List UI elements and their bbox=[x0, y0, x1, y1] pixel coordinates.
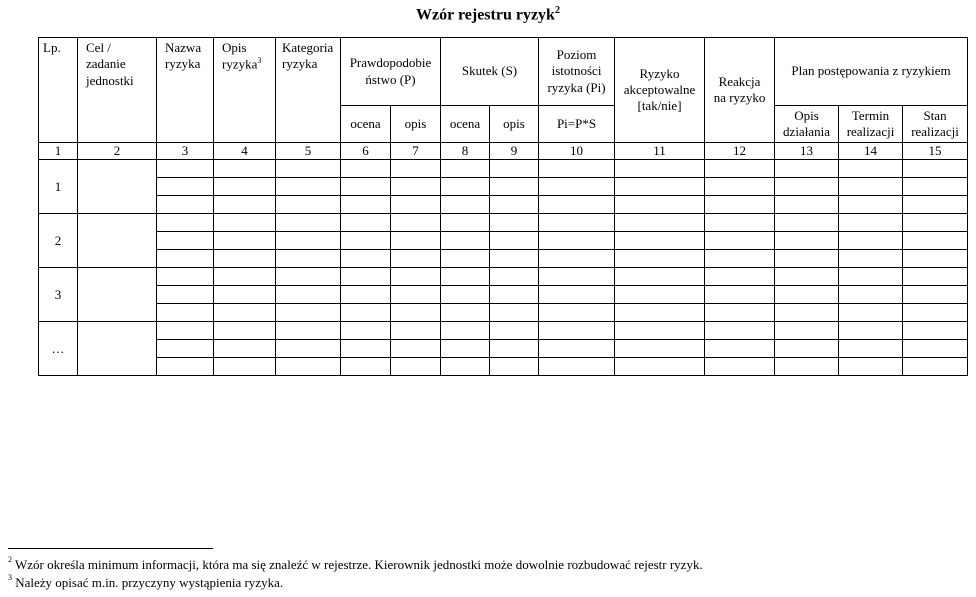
table-cell bbox=[539, 178, 615, 196]
table-cell bbox=[391, 196, 441, 214]
table-cell bbox=[157, 268, 214, 286]
table-cell bbox=[775, 178, 839, 196]
table-row bbox=[39, 340, 968, 358]
table-cell bbox=[490, 250, 539, 268]
table-cell bbox=[276, 250, 341, 268]
header-stan: Stan realizacji bbox=[903, 106, 968, 143]
table-cell bbox=[157, 286, 214, 304]
table-cell bbox=[157, 196, 214, 214]
table-cell bbox=[214, 304, 276, 322]
table-cell bbox=[341, 322, 391, 340]
table-cell bbox=[775, 322, 839, 340]
table-cell bbox=[490, 178, 539, 196]
table-cell bbox=[157, 304, 214, 322]
table-cell bbox=[341, 178, 391, 196]
table-cell bbox=[539, 196, 615, 214]
table-cell bbox=[214, 250, 276, 268]
column-number: 13 bbox=[775, 143, 839, 160]
table-cell bbox=[276, 196, 341, 214]
table-cell bbox=[903, 304, 968, 322]
table-cell bbox=[490, 196, 539, 214]
table-cell bbox=[276, 214, 341, 232]
table-cell bbox=[441, 178, 490, 196]
row-label: 3 bbox=[39, 268, 78, 322]
column-number: 8 bbox=[441, 143, 490, 160]
title-footnote-ref: 2 bbox=[554, 5, 560, 16]
table-cell bbox=[214, 358, 276, 376]
table-cell bbox=[839, 178, 903, 196]
table-cell bbox=[214, 178, 276, 196]
table-cell bbox=[839, 268, 903, 286]
table-cell bbox=[839, 358, 903, 376]
table-cell bbox=[615, 322, 705, 340]
table-cell bbox=[615, 196, 705, 214]
table-cell bbox=[341, 286, 391, 304]
table-cell bbox=[490, 304, 539, 322]
table-cell bbox=[441, 268, 490, 286]
table-cell bbox=[391, 214, 441, 232]
column-number: 11 bbox=[615, 143, 705, 160]
table-row bbox=[39, 178, 968, 196]
table-cell bbox=[775, 268, 839, 286]
header-skutek: Skutek (S) bbox=[441, 38, 539, 106]
footnote-separator bbox=[8, 548, 213, 549]
table-cell bbox=[615, 268, 705, 286]
header-akceptowalne: Ryzyko akceptowalne [tak/nie] bbox=[615, 38, 705, 143]
table-cell bbox=[341, 214, 391, 232]
register-body bbox=[39, 160, 968, 376]
header-lp: Lp. bbox=[39, 38, 78, 143]
table-cell bbox=[705, 322, 775, 340]
table-cell bbox=[391, 340, 441, 358]
table-cell bbox=[903, 232, 968, 250]
column-number: 12 bbox=[705, 143, 775, 160]
column-number: 2 bbox=[78, 143, 157, 160]
header-nazwa: Nazwa ryzyka bbox=[157, 38, 214, 143]
table-cell bbox=[839, 304, 903, 322]
row-label: 2 bbox=[39, 214, 78, 268]
header-p-ocena: ocena bbox=[341, 106, 391, 143]
table-cell bbox=[775, 286, 839, 304]
table-cell bbox=[157, 232, 214, 250]
table-cell bbox=[391, 286, 441, 304]
table-cell bbox=[441, 322, 490, 340]
column-number: 15 bbox=[903, 143, 968, 160]
table-row bbox=[39, 196, 968, 214]
table-cell bbox=[839, 340, 903, 358]
table-cell bbox=[775, 340, 839, 358]
table-cell bbox=[539, 286, 615, 304]
table-cell bbox=[214, 286, 276, 304]
table-cell bbox=[903, 214, 968, 232]
table-cell bbox=[341, 196, 391, 214]
risk-register-table bbox=[38, 37, 968, 376]
column-number: 7 bbox=[391, 143, 441, 160]
header-opis: Opis ryzyka$^3$ bbox=[214, 38, 276, 143]
footnote-3: $^3$ Należy opisać m.in. przyczyny wystąpienia ryzyka. bbox=[8, 573, 284, 590]
table-cell bbox=[490, 232, 539, 250]
table-cell bbox=[341, 358, 391, 376]
table-cell bbox=[276, 340, 341, 358]
header-s-opis: opis bbox=[490, 106, 539, 143]
table-cell bbox=[276, 322, 341, 340]
header-cel: Cel / zadanie jednostki bbox=[78, 38, 157, 143]
table-cell bbox=[276, 304, 341, 322]
table-cell bbox=[490, 160, 539, 178]
table-cell bbox=[157, 214, 214, 232]
table-row bbox=[39, 268, 968, 286]
table-cell bbox=[775, 232, 839, 250]
table-cell bbox=[705, 250, 775, 268]
table-cell bbox=[341, 268, 391, 286]
header-s-ocena: ocena bbox=[441, 106, 490, 143]
table-cell bbox=[391, 250, 441, 268]
header-reakcja: Reakcja na ryzyko bbox=[705, 38, 775, 143]
table-row bbox=[39, 160, 968, 178]
table-cell bbox=[615, 340, 705, 358]
table-cell bbox=[615, 304, 705, 322]
table-row bbox=[39, 322, 968, 340]
table-cell bbox=[157, 340, 214, 358]
table-cell bbox=[839, 250, 903, 268]
table-cell bbox=[157, 322, 214, 340]
column-number: 10 bbox=[539, 143, 615, 160]
table-cell bbox=[839, 160, 903, 178]
table-cell bbox=[705, 160, 775, 178]
table-cell bbox=[276, 178, 341, 196]
table-cell bbox=[341, 304, 391, 322]
table-cell bbox=[214, 322, 276, 340]
table-cell bbox=[391, 268, 441, 286]
table-cell bbox=[539, 322, 615, 340]
column-number: 4 bbox=[214, 143, 276, 160]
table-cell bbox=[705, 304, 775, 322]
column-number-row bbox=[39, 143, 968, 160]
table-cell bbox=[705, 214, 775, 232]
table-cell bbox=[391, 322, 441, 340]
table-row bbox=[39, 286, 968, 304]
table-cell bbox=[615, 358, 705, 376]
table-cell bbox=[490, 322, 539, 340]
table-cell bbox=[539, 304, 615, 322]
table-cell bbox=[539, 268, 615, 286]
header-poziom: Poziom istotności ryzyka (Pi) bbox=[539, 38, 615, 106]
table-cell bbox=[539, 358, 615, 376]
column-number: 6 bbox=[341, 143, 391, 160]
table-cell bbox=[839, 286, 903, 304]
table-cell bbox=[903, 268, 968, 286]
table-cell bbox=[276, 232, 341, 250]
table-cell bbox=[539, 340, 615, 358]
table-cell bbox=[705, 232, 775, 250]
table-cell bbox=[775, 196, 839, 214]
table-cell bbox=[539, 160, 615, 178]
header-opis-dzialania: Opis działania bbox=[775, 106, 839, 143]
page-title: Wzór rejestru ryzyk$^2$ bbox=[416, 5, 560, 24]
table-cell bbox=[490, 286, 539, 304]
table-cell bbox=[214, 196, 276, 214]
table-cell bbox=[775, 358, 839, 376]
table-cell bbox=[391, 178, 441, 196]
table-cell bbox=[441, 232, 490, 250]
table-cell bbox=[391, 232, 441, 250]
table-cell bbox=[157, 178, 214, 196]
table-cell bbox=[615, 286, 705, 304]
table-cell bbox=[903, 340, 968, 358]
opis-footnote-ref: 3 bbox=[257, 56, 262, 66]
column-number: 5 bbox=[276, 143, 341, 160]
header-prawdopodobienstwo: Prawdopodobie ństwo (P) bbox=[341, 38, 441, 106]
table-cell bbox=[903, 286, 968, 304]
table-cell bbox=[775, 214, 839, 232]
column-number: 14 bbox=[839, 143, 903, 160]
table-cell bbox=[615, 214, 705, 232]
table-cell bbox=[615, 160, 705, 178]
table-cell bbox=[276, 160, 341, 178]
table-cell bbox=[775, 160, 839, 178]
header-formula: Pi=P*S bbox=[539, 106, 615, 143]
table-cell bbox=[490, 214, 539, 232]
table-cell bbox=[839, 214, 903, 232]
table-cell bbox=[839, 196, 903, 214]
table-cell bbox=[903, 196, 968, 214]
table-row bbox=[39, 358, 968, 376]
table-cell bbox=[157, 250, 214, 268]
table-row bbox=[39, 250, 968, 268]
table-cell bbox=[214, 268, 276, 286]
header-p-opis: opis bbox=[391, 106, 441, 143]
column-number: 9 bbox=[490, 143, 539, 160]
table-cell bbox=[341, 232, 391, 250]
table-cell bbox=[539, 250, 615, 268]
table-cell bbox=[903, 250, 968, 268]
table-cell bbox=[490, 358, 539, 376]
table-cell bbox=[615, 178, 705, 196]
table-cell bbox=[903, 160, 968, 178]
cel-cell bbox=[78, 160, 157, 214]
table-cell bbox=[539, 232, 615, 250]
table-cell bbox=[441, 358, 490, 376]
header-kategoria: Kategoria ryzyka bbox=[276, 38, 341, 143]
table-cell bbox=[705, 196, 775, 214]
table-cell bbox=[441, 286, 490, 304]
table-cell bbox=[539, 214, 615, 232]
table-cell bbox=[839, 232, 903, 250]
footnote-2: $^2$ Wzór określa minimum informacji, która ma się znaleźć w rejestrze. Kierownik jednostki może dowolnie rozbudować rejestr ryzyk. bbox=[8, 555, 703, 572]
table-cell bbox=[705, 358, 775, 376]
table-cell bbox=[903, 358, 968, 376]
table-cell bbox=[341, 160, 391, 178]
cel-cell bbox=[78, 214, 157, 268]
row-label: 1 bbox=[39, 160, 78, 214]
table-cell bbox=[214, 214, 276, 232]
table-row bbox=[39, 214, 968, 232]
table-cell bbox=[214, 232, 276, 250]
row-label: … bbox=[39, 322, 78, 376]
table-cell bbox=[441, 214, 490, 232]
table-cell bbox=[615, 250, 705, 268]
table-cell bbox=[490, 340, 539, 358]
table-cell bbox=[276, 286, 341, 304]
table-cell bbox=[391, 160, 441, 178]
column-number: 1 bbox=[39, 143, 78, 160]
table-cell bbox=[276, 358, 341, 376]
table-row bbox=[39, 304, 968, 322]
table-cell bbox=[391, 358, 441, 376]
table-cell bbox=[903, 178, 968, 196]
table-cell bbox=[157, 160, 214, 178]
table-cell bbox=[705, 268, 775, 286]
table-cell bbox=[441, 160, 490, 178]
table-cell bbox=[441, 196, 490, 214]
table-cell bbox=[341, 250, 391, 268]
table-cell bbox=[490, 268, 539, 286]
table-cell bbox=[214, 340, 276, 358]
table-cell bbox=[391, 304, 441, 322]
cel-cell bbox=[78, 268, 157, 322]
table-cell bbox=[705, 178, 775, 196]
table-cell bbox=[157, 358, 214, 376]
table-cell bbox=[276, 268, 341, 286]
table-cell bbox=[615, 232, 705, 250]
table-cell bbox=[775, 304, 839, 322]
cel-cell bbox=[78, 322, 157, 376]
column-number: 3 bbox=[157, 143, 214, 160]
table-cell bbox=[341, 340, 391, 358]
table-row bbox=[39, 232, 968, 250]
table-cell bbox=[839, 322, 903, 340]
table-cell bbox=[441, 250, 490, 268]
table-cell bbox=[441, 340, 490, 358]
table-cell bbox=[705, 340, 775, 358]
table-cell bbox=[775, 250, 839, 268]
header-termin: Termin realizacji bbox=[839, 106, 903, 143]
header-plan: Plan postępowania z ryzykiem bbox=[775, 38, 968, 106]
table-cell bbox=[214, 160, 276, 178]
table-cell bbox=[903, 322, 968, 340]
table-cell bbox=[441, 304, 490, 322]
table-cell bbox=[705, 286, 775, 304]
